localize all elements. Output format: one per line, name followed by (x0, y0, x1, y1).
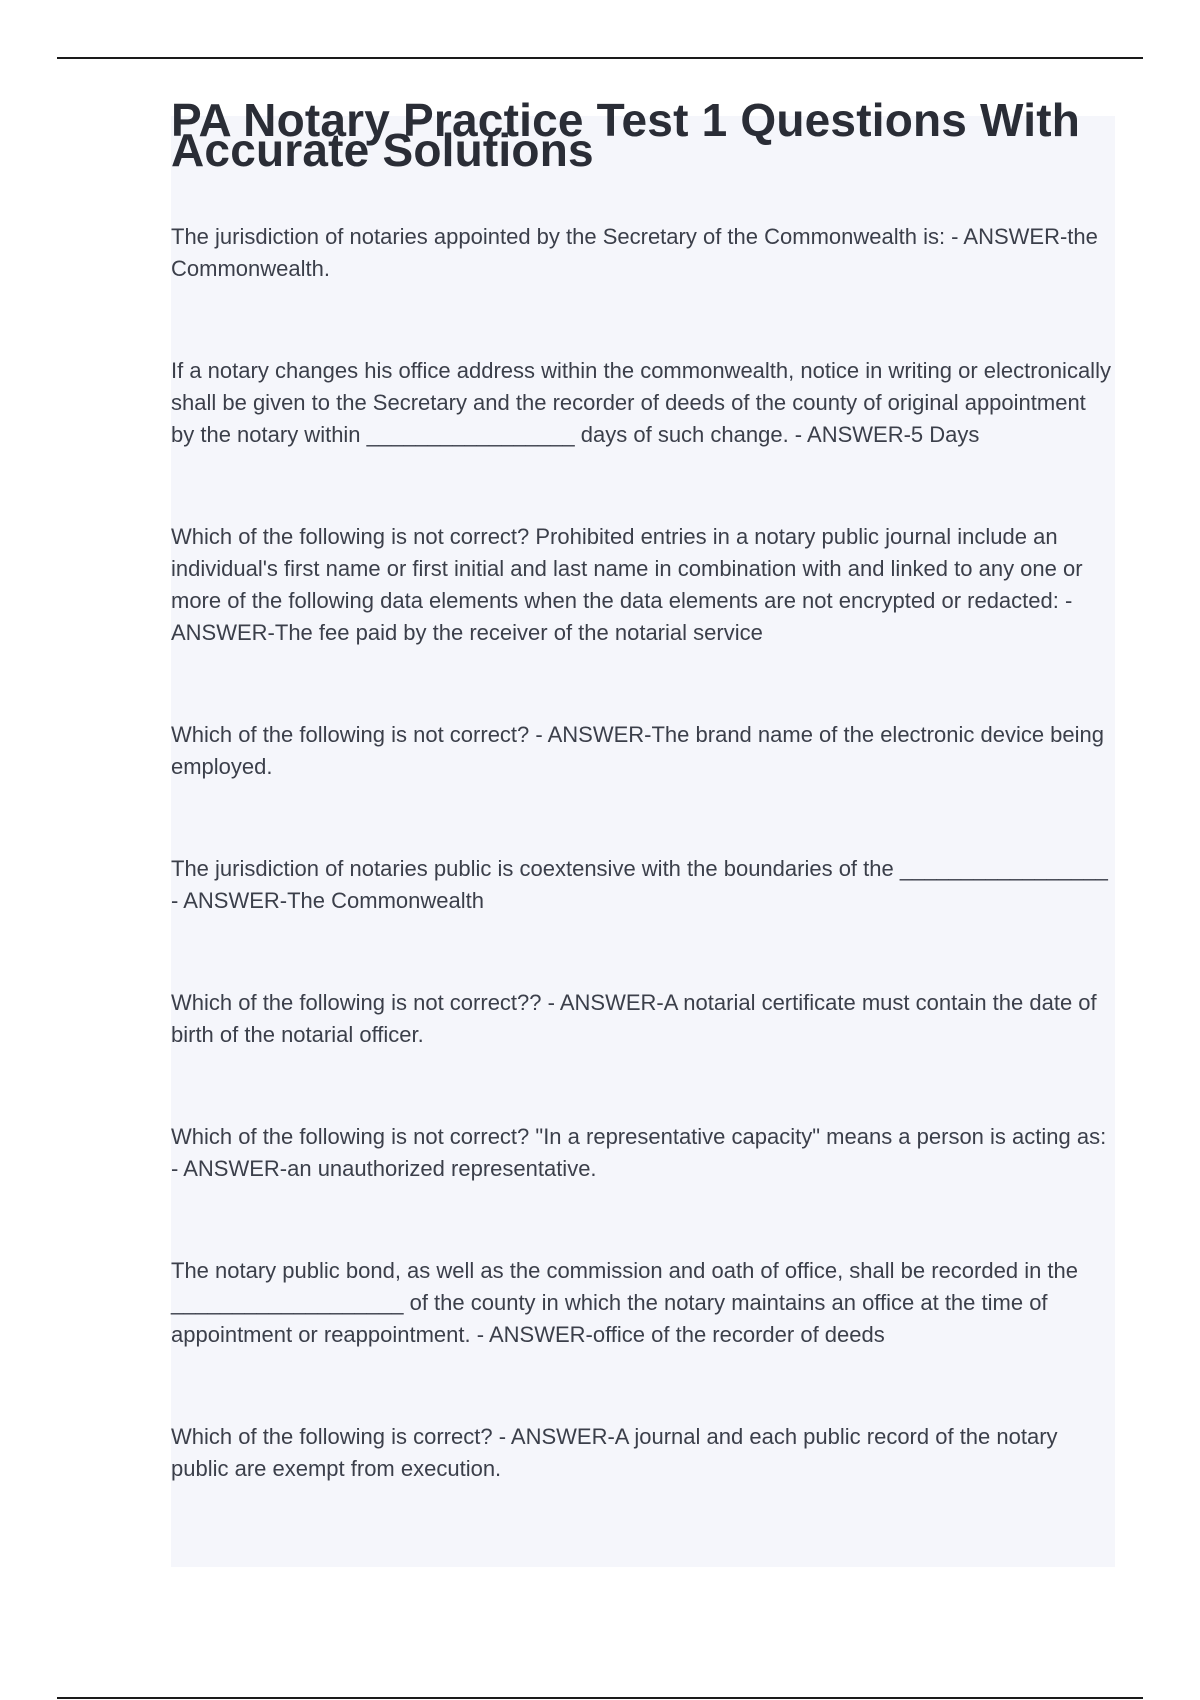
qa-item: Which of the following is not correct?? - ANSWER-A notarial certificate must contain the date of birth of the notarial officer. (171, 990, 1097, 1047)
document-title: PA Notary Practice Test 1 Questions With Accurate Solutions (171, 94, 1081, 176)
top-divider (57, 57, 1143, 59)
qa-item: Which of the following is not correct? - ANSWER-The brand name of the electronic device being employed. (171, 722, 1105, 779)
qa-item: Which of the following is not correct? Prohibited entries in a notary public journal include an individual's first name or first initial and last name in combination with and linked to any one or more of the following data elements when the data elements are not encrypted or redacted: - ANSWER-The fee paid by the receiver of the notarial service (171, 524, 1083, 645)
qa-item: If a notary changes his office address within the commonwealth, notice in writing or electronically shall be given to the Secretary and the recorder of deeds of the county of original appointment by the notary within _________________ days of such change. - ANSWER-5 Days (171, 358, 1111, 447)
qa-list (171, 221, 1115, 1485)
qa-item: The notary public bond, as well as the commission and oath of office, shall be recorded in the ___________________ of the county in which the notary maintains an office at the time of appointment or reappointment. - ANSWER-office of the recorder of deeds (171, 1258, 1079, 1347)
qa-item: The jurisdiction of notaries appointed by the Secretary of the Commonwealth is: - ANSWER-the Commonwealth. (171, 224, 1098, 281)
qa-item: The jurisdiction of notaries public is coextensive with the boundaries of the _________________ - ANSWER-The Commonwealth (171, 856, 1108, 913)
qa-item: Which of the following is correct? - ANSWER-A journal and each public record of the notary public are exempt from execution. (171, 1424, 1058, 1481)
document-body (171, 96, 1115, 1485)
qa-item: Which of the following is not correct? "In a representative capacity" means a person is acting as: - ANSWER-an unauthorized representative. (171, 1124, 1107, 1181)
bottom-divider (57, 1697, 1143, 1699)
